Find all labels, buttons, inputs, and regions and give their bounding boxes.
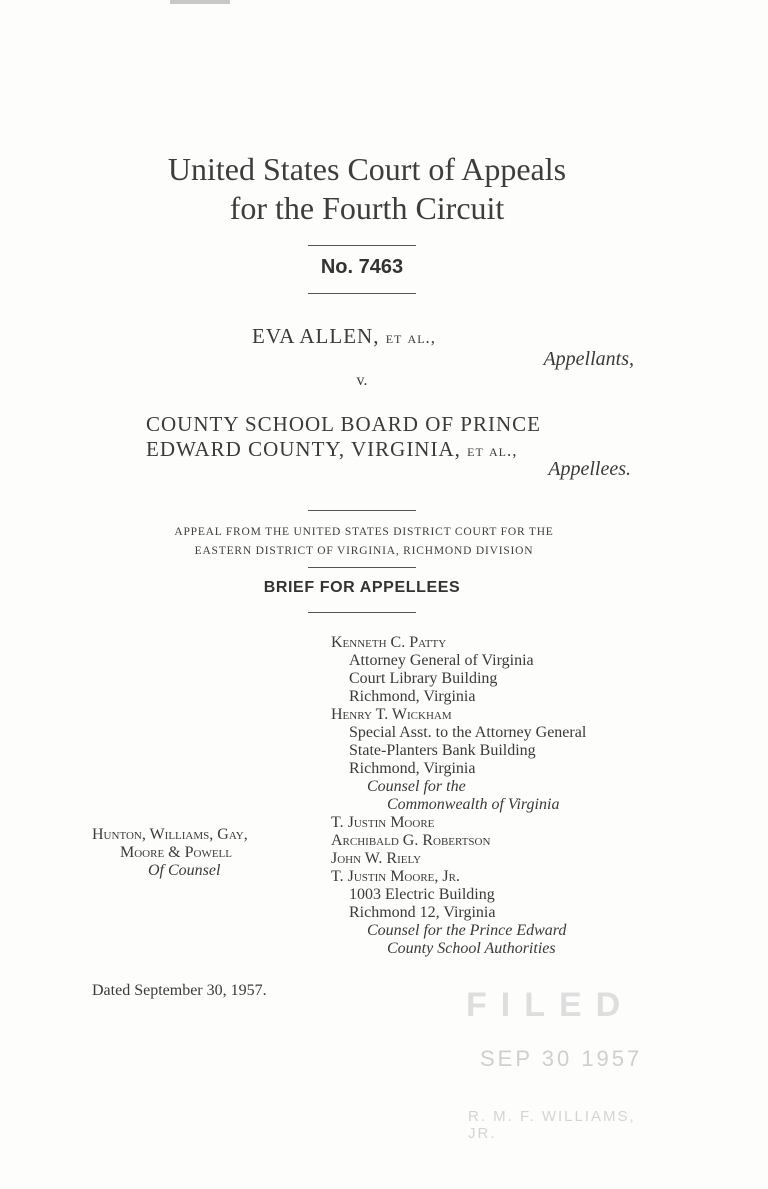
- appellee-role: Appellees.: [548, 458, 631, 480]
- counsel-designation: Counsel for the: [367, 778, 466, 795]
- appellant-suffix: et al.,: [385, 328, 436, 347]
- brief-title: BRIEF FOR APPELLEES: [263, 579, 461, 596]
- appellee-name: [146, 412, 541, 463]
- divider-rule: [308, 293, 416, 294]
- attorney-address: State-Planters Bank Building: [349, 742, 536, 759]
- attorney-name: [331, 706, 586, 724]
- date-line: Dated September 30, 1957.: [92, 982, 267, 999]
- stamp-date: SEP 30 1957: [480, 1046, 643, 1071]
- appeal-from-line2: EASTERN DISTRICT OF VIRGINIA, RICHMOND DIVISION: [194, 545, 534, 557]
- appellant-name-text: EVA ALLEN,: [252, 324, 380, 348]
- divider-rule: [308, 612, 416, 613]
- court-title-line1: United States Court of Appeals: [167, 151, 567, 187]
- attorney-name: John W. Riely: [331, 850, 422, 867]
- appellee-line2-text: EDWARD COUNTY, VIRGINIA,: [146, 437, 461, 461]
- attorney-address: 1003 Electric Building: [349, 886, 495, 903]
- attorney-title: Special Asst. to the Attorney General: [349, 724, 587, 741]
- attorney-city: Richmond, Virginia: [349, 688, 476, 705]
- attorney-name: T. Justin Moore, Jr.: [331, 868, 460, 885]
- attorney-name: T. Justin Moore: [331, 814, 435, 831]
- firm-name: Moore & Powell: [120, 844, 232, 861]
- attorney-city: Richmond, Virginia: [349, 760, 476, 777]
- case-number: No. 7463: [320, 256, 404, 278]
- attorney-name-text: Kenneth C. Patty: [331, 634, 447, 651]
- appellee-line1: COUNTY SCHOOL BOARD OF PRINCE: [146, 412, 541, 436]
- of-counsel-label: Of Counsel: [148, 862, 221, 879]
- stamp-clerk: R. M. F. WILLIAMS, JR.: [468, 1108, 636, 1142]
- counsel-designation: Commonwealth of Virginia: [387, 796, 560, 813]
- divider-rule: [308, 567, 416, 568]
- counsel-block: [331, 634, 586, 958]
- court-title-line2: for the Fourth Circuit: [229, 190, 505, 226]
- filed-stamp: [440, 980, 670, 1160]
- attorney-name-text: Henry T. Wickham: [331, 706, 452, 723]
- versus: v.: [356, 372, 368, 389]
- counsel-designation: County School Authorities: [387, 940, 556, 957]
- firm-name: Hunton, Williams, Gay,: [92, 826, 248, 843]
- attorney-title: Attorney General of Virginia: [349, 652, 534, 669]
- of-counsel-block: [92, 826, 248, 880]
- attorney-address: Court Library Building: [349, 670, 498, 687]
- attorney-name: [331, 634, 586, 652]
- appellant-name: [252, 324, 436, 349]
- appellee-suffix: et al.,: [467, 441, 518, 460]
- scan-artifact: [170, 0, 230, 4]
- stamp-filed-text: FILED: [466, 986, 635, 1024]
- appellee-line2: [146, 437, 541, 463]
- appellant-role: Appellants,: [543, 348, 634, 370]
- appeal-from: [0, 523, 728, 561]
- divider-rule: [308, 245, 416, 246]
- divider-rule: [308, 510, 416, 511]
- attorney-city: Richmond 12, Virginia: [349, 904, 496, 921]
- counsel-designation: Counsel for the Prince Edward: [367, 922, 567, 939]
- appeal-from-line1: APPEAL FROM THE UNITED STATES DISTRICT COURT FOR THE: [174, 526, 554, 538]
- court-title: [0, 150, 734, 228]
- attorney-name: Archibald G. Robertson: [331, 832, 491, 849]
